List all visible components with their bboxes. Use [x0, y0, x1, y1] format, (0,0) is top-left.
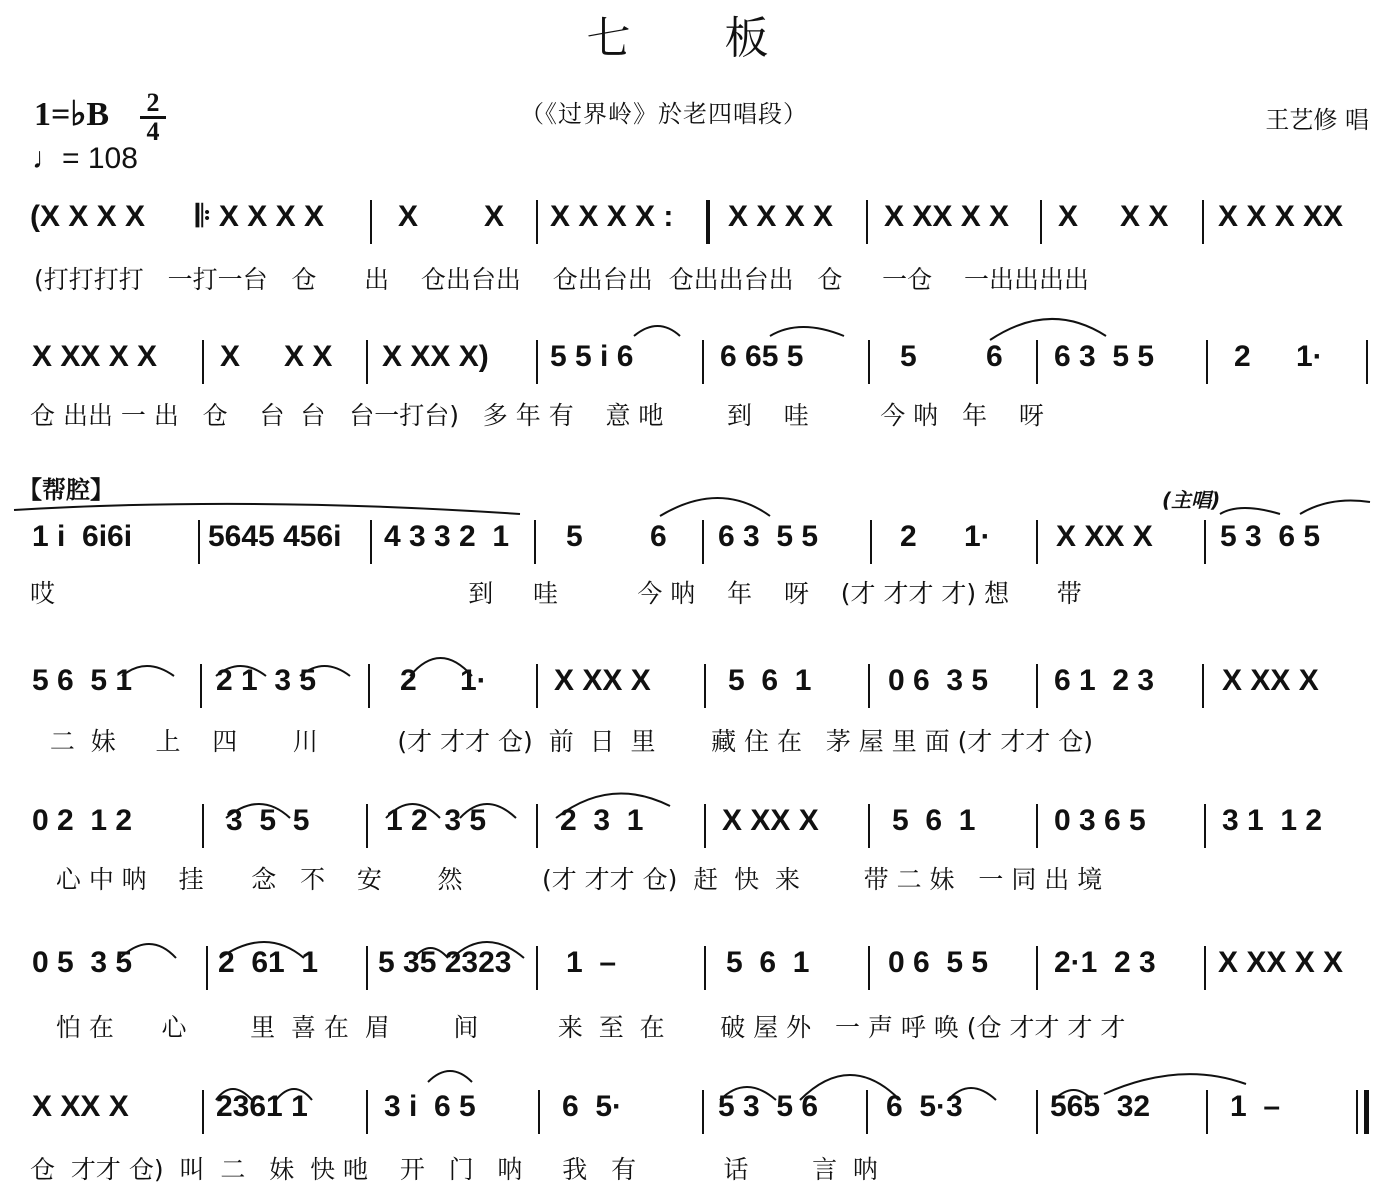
barline: [866, 200, 868, 244]
barline: [868, 804, 870, 848]
measure: 2: [400, 664, 417, 697]
barline: [1366, 340, 1368, 384]
barline: [1206, 1090, 1208, 1134]
barline: [368, 664, 370, 708]
measure: 5: [900, 340, 917, 373]
measure: 565 32: [1050, 1090, 1151, 1123]
barline: [366, 1090, 368, 1134]
measure: 5 6 1: [726, 946, 810, 979]
lyrics-line: 仓 才才 仓) 叫 二 妹 快 吔 开 门 呐 我 有 话 言 呐: [30, 1155, 878, 1184]
barline: [536, 200, 538, 244]
measure: X X X XX: [1218, 200, 1344, 233]
measure: 6 5·: [562, 1090, 623, 1123]
barline: [202, 1090, 204, 1134]
final-barline-thick: [1364, 1090, 1369, 1134]
repeat-barline: [706, 200, 710, 244]
barline: [370, 520, 372, 564]
measure: 6 3 5 5: [718, 520, 819, 553]
measure: X X: [1120, 200, 1169, 233]
barline: [866, 1090, 868, 1134]
singer-credit: 王艺修 唱: [1265, 106, 1369, 134]
measure: 3 5 5: [226, 804, 310, 837]
measure: 6: [650, 520, 667, 553]
measure: 0 6 3 5: [888, 664, 989, 697]
subtitle: （《过界岭》於老四唱段）: [520, 100, 808, 128]
measure: 1·: [460, 664, 487, 697]
measure: 1 2 3 5: [386, 804, 487, 837]
measure: 2 3 1: [560, 804, 644, 837]
measure: 2: [900, 520, 917, 553]
measure: X XX X: [554, 664, 651, 697]
measure: 1 –: [566, 946, 617, 979]
lyrics-line: 怕 在 心 里 喜 在 眉 间 来 至 在 破 屋 外 一 声 呼 唤 (仓 才才 才 才: [40, 1013, 1126, 1042]
barline: [704, 804, 706, 848]
measure: X XX X X: [32, 340, 158, 373]
measure: 6 1 2 3: [1054, 664, 1155, 697]
measure: 3 1 1 2: [1222, 804, 1323, 837]
measure: X XX X: [1222, 664, 1319, 697]
barline: [536, 804, 538, 848]
barline: [536, 340, 538, 384]
measure: 1 i 6i6i: [32, 520, 133, 553]
measure: 2 61 1: [218, 946, 319, 979]
barline: [366, 340, 368, 384]
measure: 6 5·3: [886, 1090, 963, 1123]
measure: X: [484, 200, 505, 233]
measure: X X X X: [728, 200, 834, 233]
measure: 5 6 5 1: [32, 664, 133, 697]
key-signature: 1=♭B: [34, 96, 110, 133]
barline: [1036, 340, 1038, 384]
barline: [534, 520, 536, 564]
barline: [538, 1090, 540, 1134]
measure: 2361 1: [216, 1090, 308, 1123]
tempo-marking: ♩= 108: [32, 142, 138, 175]
measure: 5 35 2323: [378, 946, 512, 979]
barline: [206, 946, 208, 990]
measure: X: [220, 340, 241, 373]
barline: [1204, 520, 1206, 564]
lyrics-line: 仓 出出 一 出 仓 台 台 台一打台) 多 年 有 意 吔 到 哇 今 呐 年 呀: [30, 401, 1044, 430]
barline: [870, 520, 872, 564]
measure: 𝄆 X X X X: [196, 200, 324, 233]
measure: X XX X X: [1218, 946, 1344, 979]
measure: 5 6 1: [728, 664, 812, 697]
lyrics-line: 心 中 呐 挂 念 不 安 然 (才 才才 仓) 赶 快 来 带 二 妹 一 同 出 境: [40, 865, 1103, 894]
measure: 6: [986, 340, 1003, 373]
lead-singer-label: (主唱): [1162, 488, 1221, 512]
measure: 0 2 1 2: [32, 804, 133, 837]
measure: 2: [1234, 340, 1251, 373]
measure: 6 65 5: [720, 340, 804, 373]
measure: X XX X X: [884, 200, 1010, 233]
barline: [1036, 520, 1038, 564]
barline: [202, 340, 204, 384]
time-bottom: 4: [146, 117, 160, 146]
page-title: 七 板: [586, 13, 809, 64]
measure: 5 5 i 6: [550, 340, 634, 373]
barline: [202, 804, 204, 848]
barline: [868, 340, 870, 384]
barline: [536, 946, 538, 990]
measure: X XX X: [32, 1090, 129, 1123]
final-barline-thin: [1356, 1090, 1358, 1134]
lyrics-line: 二 妹 上 四 川 (才 才才 仓) 前 日 里 藏 住 在 茅 屋 里 面 (才 才才 仓): [34, 727, 1094, 756]
measure: 1·: [964, 520, 991, 553]
barline: [1040, 200, 1042, 244]
barline: [1036, 664, 1038, 708]
time-signature: [140, 88, 166, 146]
barline: [1206, 340, 1208, 384]
measure: 0 5 3 5: [32, 946, 133, 979]
measure: (X X X X: [30, 200, 146, 233]
measure: X XX X): [382, 340, 489, 373]
barline: [366, 804, 368, 848]
measure: 5 3 6 5: [1220, 520, 1321, 553]
lyrics-line: (打打打打 一打一台 仓 出 仓出台出 仓出台出 仓出出台出 仓 一仓 一出出出出: [34, 265, 1089, 294]
barline: [1202, 664, 1204, 708]
measure: 3 i 6 5: [384, 1090, 476, 1123]
measure: 4 3 3 2 1: [384, 520, 510, 553]
barline: [536, 664, 538, 708]
barline: [1036, 804, 1038, 848]
measure: 0 3 6 5: [1054, 804, 1146, 837]
barline: [1202, 200, 1204, 244]
section-label: 【帮腔】: [18, 476, 114, 504]
barline: [704, 664, 706, 708]
measure: 1 –: [1230, 1090, 1281, 1123]
measure: 5 6 1: [892, 804, 976, 837]
barline: [704, 946, 706, 990]
measure: 2·1 2 3: [1054, 946, 1156, 979]
barline: [200, 664, 202, 708]
measure: X X: [284, 340, 333, 373]
measure: 1·: [1296, 340, 1323, 373]
barline: [198, 520, 200, 564]
barline: [1036, 946, 1038, 990]
barline: [702, 1090, 704, 1134]
measure: 5: [566, 520, 583, 553]
measure: 5645 456i: [208, 520, 342, 553]
measure: 5 3 5 6: [718, 1090, 819, 1123]
measure: X XX X: [1056, 520, 1153, 553]
measure: 2 1 3 5: [216, 664, 317, 697]
barline: [702, 520, 704, 564]
measure: X: [1058, 200, 1079, 233]
barline: [868, 946, 870, 990]
measure: X XX X: [722, 804, 819, 837]
time-top: 2: [146, 88, 160, 117]
barline: [702, 340, 704, 384]
barline: [366, 946, 368, 990]
lyrics-line: 哎 到 哇 今 呐 年 呀 (才 才才 才) 想 带: [30, 579, 1082, 608]
measure: 6 3 5 5: [1054, 340, 1155, 373]
measure: X: [398, 200, 419, 233]
barline: [1204, 804, 1206, 848]
barline: [370, 200, 372, 244]
barline: [1036, 1090, 1038, 1134]
barline: [868, 664, 870, 708]
measure: X X X X :: [550, 200, 674, 233]
barline: [1204, 946, 1206, 990]
measure: 0 6 5 5: [888, 946, 989, 979]
